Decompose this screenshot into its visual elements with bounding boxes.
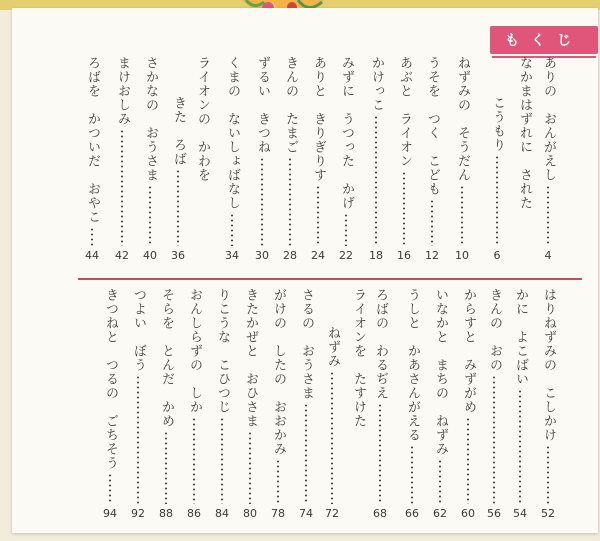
toc-entry	[130, 288, 146, 520]
toc-entry-title: まけおしみ	[115, 56, 130, 126]
toc-entry-page: 68	[373, 507, 387, 520]
toc-entry-title: そらを とんだ かめ	[159, 288, 174, 428]
toc-entry	[324, 326, 340, 520]
toc-entry	[338, 56, 354, 262]
toc-entry-leader	[467, 417, 469, 504]
toc-entry	[102, 288, 118, 520]
toc-entry	[186, 288, 202, 520]
toc-entry	[512, 288, 528, 520]
toc-entry-title: かけっこ	[369, 56, 384, 112]
toc-entry	[396, 56, 412, 262]
toc-entry	[432, 288, 448, 520]
toc-entry-leader	[165, 431, 167, 504]
toc-entry-leader	[496, 155, 498, 246]
toc-entry-page: 52	[541, 507, 555, 520]
toc-entry-leader	[261, 157, 263, 246]
toc-entry-page: 34	[225, 249, 239, 262]
toc-entry-page: 78	[271, 507, 285, 520]
toc-entry-title: うしと かあさんがえる	[405, 288, 420, 442]
toc-entry	[404, 288, 420, 520]
toc-entry-title: がけの したの おおかみ	[271, 288, 286, 456]
toc-entry-title: ライオンを たすけた	[351, 288, 366, 428]
toc-entry-page: 74	[299, 507, 313, 520]
toc-entry-title: ありと きりぎりす	[311, 56, 326, 182]
toc-entry-title: きんの おの	[487, 288, 502, 372]
toc-entry-title: なかまはずれに された	[517, 56, 532, 210]
toc-entry-title: ねずみの そうだん	[455, 56, 470, 182]
toc-entry	[454, 56, 470, 262]
toc-entry-page: 12	[425, 249, 439, 262]
toc-entry	[84, 56, 100, 262]
toc-entry-page: 30	[255, 249, 269, 262]
toc-entry-title: さかなの おうさま	[143, 56, 158, 182]
toc-entry-leader	[493, 375, 495, 504]
toc-entry-title: みずに うつった かげ	[339, 56, 354, 210]
toc-entry	[424, 56, 440, 262]
toc-entry-leader	[375, 115, 377, 246]
toc-entry-page: 44	[85, 249, 99, 262]
toc-entry-title: きたかぜと おひさま	[243, 288, 258, 428]
toc-entry-leader	[439, 459, 441, 504]
toc-entry-leader	[221, 417, 223, 504]
toc-entry-page: 88	[159, 507, 173, 520]
toc-entry	[460, 288, 476, 520]
toc-entry	[114, 56, 130, 262]
toc-entry-leader	[331, 371, 333, 504]
toc-entry	[214, 288, 230, 520]
toc-entry-leader	[231, 213, 233, 246]
toc-entry-page: 56	[487, 507, 501, 520]
toc-entry	[242, 288, 258, 520]
toc-entry-title: つよい ぼう	[131, 288, 146, 372]
toc-entry-title: ろばを かついだ おやこ	[85, 56, 100, 224]
toc-entry-title: りこうな こひつじ	[215, 288, 230, 414]
toc-entry	[540, 56, 556, 262]
toc-entry-title: こうもり	[490, 96, 505, 152]
toc-entry-leader	[379, 403, 381, 504]
toc-entry-title: ねずみ	[325, 326, 340, 368]
toc-entry-page: 72	[325, 507, 339, 520]
toc-entry-title: うそを つく こども	[425, 56, 440, 196]
toc-entry-leader	[345, 213, 347, 246]
toc-entry	[516, 56, 532, 210]
toc-entry-title: くまの ないしょばなし	[225, 56, 240, 210]
toc-entry	[310, 56, 326, 262]
toc-entry-leader	[289, 157, 291, 246]
toc-page	[12, 8, 598, 533]
toc-entry-title: おんしらずの しか	[187, 288, 202, 414]
toc-entry-page: 18	[369, 249, 383, 262]
toc-entry-title: ろばの わるぢえ	[373, 288, 388, 400]
toc-entry-leader	[431, 199, 433, 246]
toc-entry-leader	[305, 403, 307, 504]
toc-entry-title: あぶと ライオン	[397, 56, 412, 168]
toc-entry	[158, 288, 174, 520]
toc-entry-title: さるの おうさま	[299, 288, 314, 400]
toc-entry-title: からすと みずがめ	[461, 288, 476, 414]
toc-entry	[489, 96, 505, 262]
toc-entry-leader	[403, 171, 405, 246]
toc-entry-leader	[411, 445, 413, 504]
toc-entry-page: 92	[131, 507, 145, 520]
toc-entry-leader	[461, 185, 463, 246]
toc-entry-page: 86	[187, 507, 201, 520]
toc-entry-leader	[91, 227, 93, 246]
toc-entry-title: きた ろば	[171, 96, 186, 166]
toc-entry-leader	[121, 129, 123, 246]
toc-entry-leader	[193, 417, 195, 504]
toc-entry-page: 54	[513, 507, 527, 520]
section-divider	[78, 278, 582, 280]
toc-entry-page: 28	[283, 249, 297, 262]
toc-entry	[368, 56, 384, 262]
toc-entry-page: 60	[461, 507, 475, 520]
toc-entry-page: 16	[397, 249, 411, 262]
toc-entry-page: 24	[311, 249, 325, 262]
toc-entry-leader	[137, 375, 139, 504]
toc-entry-page: 66	[405, 507, 419, 520]
toc-entry-title: かに よこばい	[513, 288, 528, 386]
toc-entry-title: いなかと まちの ねずみ	[433, 288, 448, 456]
toc-entry	[372, 288, 388, 520]
toc-entry-leader	[547, 185, 549, 246]
toc-entry-title: きんの たまご	[283, 56, 298, 154]
toc-entry-leader	[277, 459, 279, 504]
toc-entry-leader	[317, 185, 319, 246]
toc-entry-page: 36	[171, 249, 185, 262]
toc-entry-title: はりねずみの こしかけ	[541, 288, 556, 442]
toc-entry-leader	[149, 185, 151, 246]
toc-entry	[486, 288, 502, 520]
toc-entry-page: 80	[243, 507, 257, 520]
toc-entry	[254, 56, 270, 262]
toc-entry-page: 42	[115, 249, 129, 262]
toc-entry	[270, 288, 286, 520]
toc-entry-page: 10	[455, 249, 469, 262]
toc-entry-leader	[547, 445, 549, 504]
toc-entry	[224, 56, 240, 262]
toc-title: もくじ	[490, 26, 598, 54]
toc-entry-page: 94	[103, 507, 117, 520]
toc-entry-leader	[249, 431, 251, 504]
toc-entry-title: ライオンの かわを	[195, 56, 210, 182]
toc-entry-title: きつねと つるの ごちそう	[103, 288, 118, 470]
toc-entry	[194, 56, 210, 182]
toc-entry-page: 40	[143, 249, 157, 262]
toc-entry	[282, 56, 298, 262]
toc-entry-page: 62	[433, 507, 447, 520]
toc-entry	[350, 288, 366, 440]
toc-entry	[540, 288, 556, 520]
toc-entry	[170, 96, 186, 262]
toc-entry-title: ありの おんがえし	[541, 56, 556, 182]
toc-entry-leader	[177, 169, 179, 246]
toc-entry-page: 22	[339, 249, 353, 262]
toc-entry	[142, 56, 158, 262]
toc-entry-title: ずるい きつね	[255, 56, 270, 154]
toc-entry-page: 84	[215, 507, 229, 520]
toc-entry-page: 6	[493, 249, 501, 262]
toc-entry-leader	[519, 389, 521, 504]
toc-entry	[298, 288, 314, 520]
toc-entry-leader	[109, 473, 111, 504]
toc-entry-page: 4	[544, 249, 552, 262]
